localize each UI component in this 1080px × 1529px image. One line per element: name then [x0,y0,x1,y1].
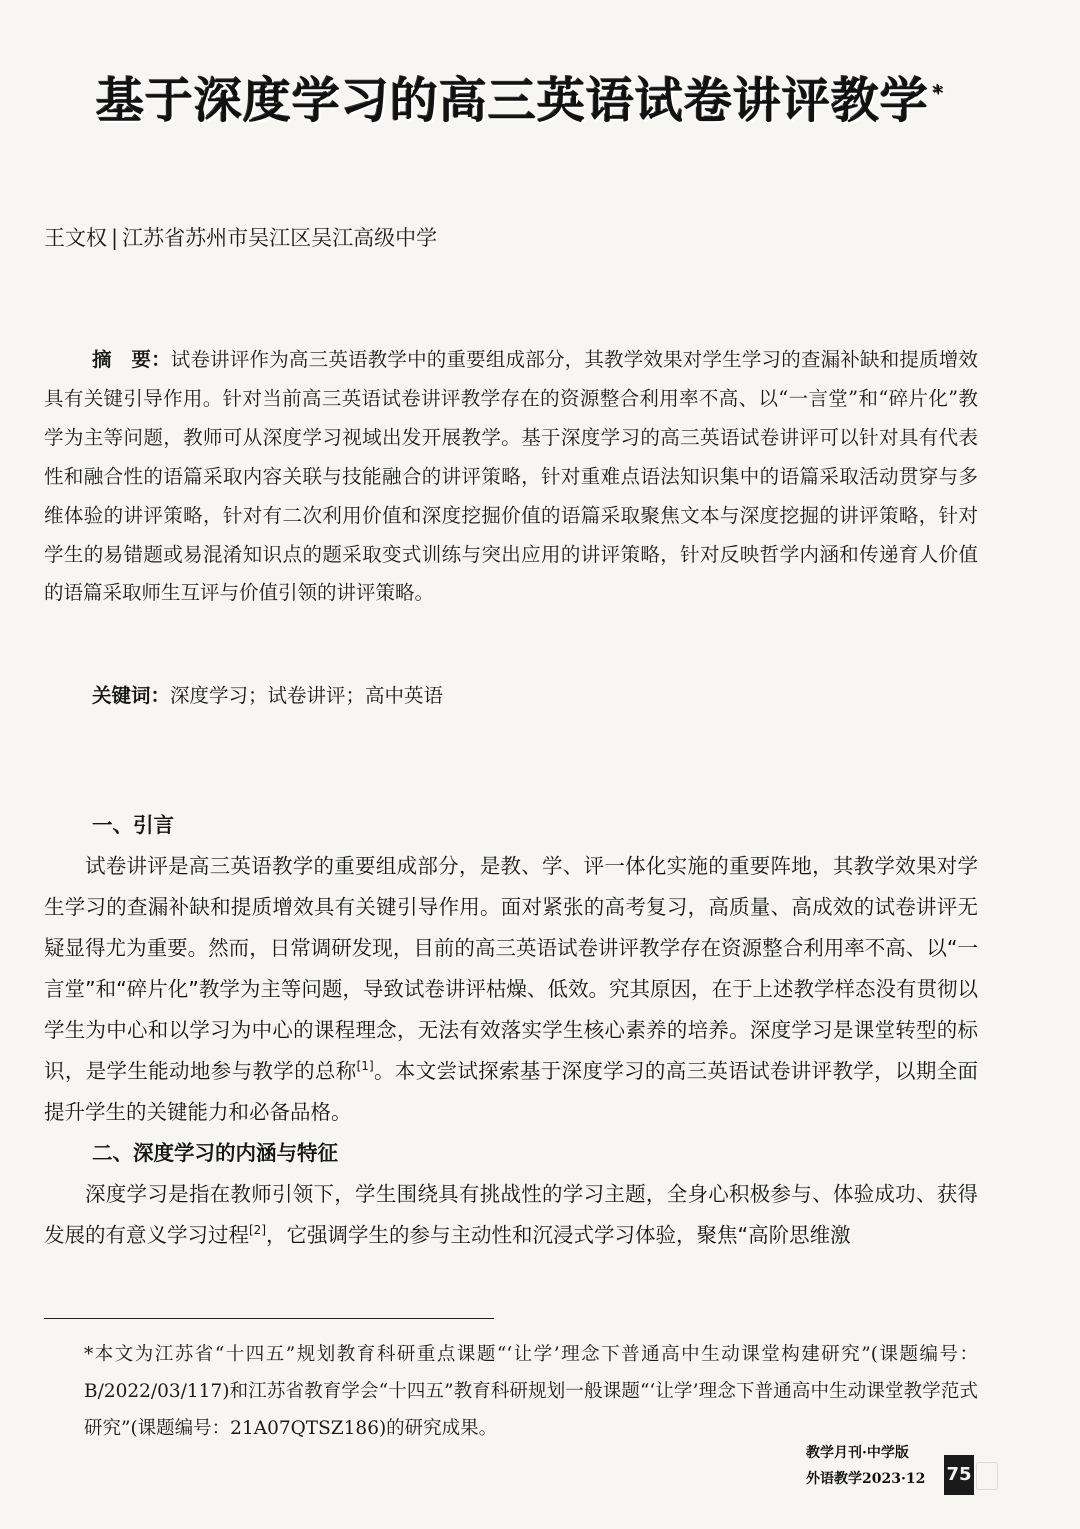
author-line [44,222,437,252]
citation-ref-1: [1] [356,1059,374,1073]
journal-name: 教学月刊·中学版 [806,1445,909,1461]
journal-info [806,1440,956,1492]
watermark-icon [976,1462,998,1490]
keywords [92,680,443,708]
citation-ref-2: [2] [249,1223,266,1237]
abstract-label: 摘 要： [92,348,171,371]
section-heading-deep-learning: 二、深度学习的内涵与特征 [92,1141,338,1165]
page-number: 75 [944,1455,974,1495]
paragraph-introduction-b: 。本文尝试探索基于深度学习的高三英语试卷讲评教学，以期全面提升学生的关键能力和必备品格。 [44,1059,979,1124]
footnote [44,1336,978,1447]
title-footnote-mark: * [933,81,945,105]
footnote-divider [44,1318,494,1319]
author-affiliation: 江苏省苏州市吴江区吴江高级中学 [122,226,438,250]
author-name: 王文权 [44,226,107,250]
journal-issue: 外语教学2023·12 [806,1471,926,1487]
section-heading-introduction: 一、引言 [92,813,174,837]
abstract [44,341,978,613]
footnote-text: *本文为江苏省“十四五”规划教育科研重点课题“‘让学’理念下普通高中生动课堂构建研究”(课题编号：B/2022/03/117)和江苏省教育学会“十四五”教育科研规划一般课题“‘让学’理念下普通高中生动课堂教学范式研究”(课题编号：21A07QTSZ186)的研究成果。 [84,1344,978,1439]
keywords-label: 关键词： [92,684,171,707]
paragraph-introduction-a: 试卷讲评是高三英语教学的重要组成部分，是教、学、评一体化实施的重要阵地，其教学效果对学生学习的查漏补缺和提质增效具有关键引导作用。面对紧张的高考复习，高质量、高成效的试卷讲评无疑显得尤为重要。然而，日常调研发现，目前的高三英语试卷讲评教学存在资源整合利用率不高、以“一言堂”和“碎片化”教学为主等问题，导致试卷讲评枯燥、低效。究其原因，在于上述教学样态没有贯彻以学生为中心和以学习为中心的课程理念，无法有效落实学生核心素养的培养。深度学习是课堂转型的标识，是学生能动地参与教学的总称 [44,854,978,1083]
article-title-text: 基于深度学习的高三英语试卷讲评教学 [96,73,930,129]
paragraph-deep-learning-b: ，它强调学生的参与主动性和沉浸式学习体验，聚焦“高阶思维激 [266,1223,851,1247]
paragraph-introduction [44,846,978,1133]
paragraph-deep-learning-a: 深度学习是指在教师引领下，学生围绕具有挑战性的学习主题，全身心积极参与、体验成功、获得发展的有意义学习过程 [44,1182,978,1247]
author-separator: | [111,226,119,250]
paragraph-deep-learning [44,1174,978,1256]
article-title [96,62,996,131]
article-body [44,805,978,1256]
abstract-text: 试卷讲评作为高三英语教学中的重要组成部分，其教学效果对学生学习的查漏补缺和提质增效具有关键引导作用。针对当前高三英语试卷讲评教学存在的资源整合利用率不高、以“一言堂”和“碎片化”教学为主等问题，教师可从深度学习视域出发开展教学。基于深度学习的高三英语试卷讲评可以针对具有代表性和融合性的语篇采取内容关联与技能融合的讲评策略，针对重难点语法知识集中的语篇采取活动贯穿与多维体验的讲评策略，针对有二次利用价值和深度挖掘价值的语篇采取聚焦文本与深度挖掘的讲评策略，针对学生的易错题或易混淆知识点的题采取变式训练与突出应用的讲评策略，针对反映哲学内涵和传递育人价值的语篇采取师生互评与价值引领的讲评策略。 [44,348,978,605]
keywords-text: 深度学习；试卷讲评；高中英语 [170,684,444,707]
